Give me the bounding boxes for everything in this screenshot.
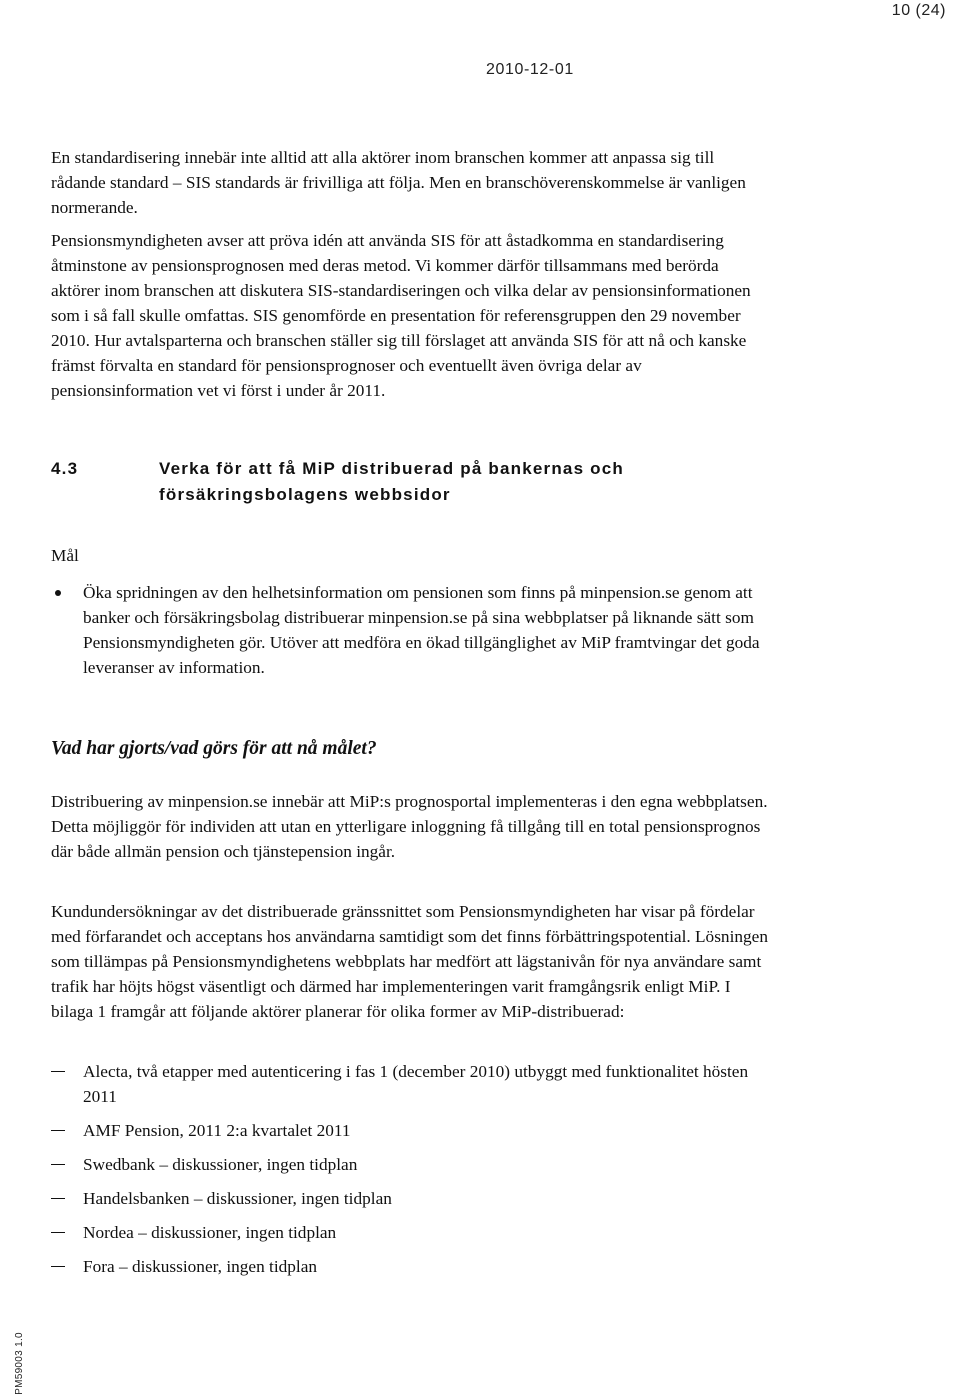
section-title-line2: försäkringsbolagens webbsidor bbox=[159, 484, 451, 504]
actor-list bbox=[51, 1059, 771, 1288]
goal-heading: Mål bbox=[51, 546, 79, 565]
page-number: 10 (24) bbox=[891, 2, 946, 19]
dash-icon bbox=[51, 1232, 65, 1233]
list-item-text: Nordea – diskussioner, ingen tidplan bbox=[83, 1223, 337, 1242]
dash-icon bbox=[51, 1164, 65, 1165]
section-title-line1: Verka för att få MiP distribuerad på bankernas och bbox=[159, 459, 624, 478]
paragraph-distribution: Distribuering av minpension.se innebär att MiP:s prognosportal implementeras i den egna webbplatsen. Detta möjliggör för individen att utan en ytterligare inloggning få tillgång till en total pensionsprognos där både allmän pension och tjänstepension ingår. bbox=[51, 792, 768, 861]
list-item-text: Alecta, två etapper med autenticering i fas 1 (december 2010) utbyggt med funktionalitet hösten 2011 bbox=[83, 1062, 749, 1106]
paragraph-standardisation: En standardisering innebär inte alltid att alla aktörer inom branschen kommer att anpassa sig till rådande standard – SIS standards är frivilliga att följa. Men en branschöverenskommelse är vanligen normerande. bbox=[51, 148, 746, 217]
list-item bbox=[51, 1059, 771, 1109]
list-item-text: Handelsbanken – diskussioner, ingen tidplan bbox=[83, 1189, 392, 1208]
goal-item-text: Öka spridningen av den helhetsinformation om pensionen som finns på minpension.se genom att banker och försäkringsbolag distribuerar minpension.se på sina webbplatser på liknande sätt som Pensionsmyndigheten gör. Utöver att medföra en ökad tillgänglighet av MiP framtvingar det goda leveranser av information. bbox=[83, 583, 760, 677]
list-item-text: Swedbank – diskussioner, ingen tidplan bbox=[83, 1155, 358, 1174]
section-number: 4.3 bbox=[51, 459, 79, 478]
list-item bbox=[51, 1220, 771, 1245]
bullet-icon bbox=[55, 590, 61, 596]
list-item-text: AMF Pension, 2011 2:a kvartalet 2011 bbox=[83, 1121, 351, 1140]
dash-icon bbox=[51, 1071, 65, 1072]
document-code: PM59003 1.0 bbox=[13, 1332, 25, 1395]
document-date: 2010-12-01 bbox=[486, 61, 574, 78]
dash-icon bbox=[51, 1130, 65, 1131]
goal-list bbox=[51, 580, 771, 680]
list-item bbox=[51, 1186, 771, 1211]
list-item-text: Fora – diskussioner, ingen tidplan bbox=[83, 1257, 318, 1276]
list-item bbox=[51, 1254, 771, 1279]
section-heading bbox=[51, 456, 771, 507]
question-heading: Vad har gjorts/vad görs för att nå målet? bbox=[51, 738, 377, 759]
paragraph-sis-plan: Pensionsmyndigheten avser att pröva idén att använda SIS för att åstadkomma en standardisering åtminstone av pensionsprognosen med deras metod. Vi kommer därför tillsammans med berörda aktörer inom branschen att diskutera SIS-standardiseringen och vilka delar av pensionsinformationen som i så fall skulle omfattas. SIS genomförde en presentation för referensgruppen den 29 november 2010. Hur avtalsparterna och branschen ställer sig till förslaget att använda SIS för att nå och kanske främst förvalta en standard för pensionsprognoser och eventuellt även övriga delar av pensionsinformation vet vi först i under år 2011. bbox=[51, 231, 751, 400]
dash-icon bbox=[51, 1266, 65, 1267]
list-item bbox=[51, 1152, 771, 1177]
goal-item bbox=[51, 580, 771, 680]
dash-icon bbox=[51, 1198, 65, 1199]
paragraph-customer-surveys: Kundundersökningar av det distribuerade gränssnittet som Pensionsmyndigheten har visar på fördelar med förfarandet och acceptans hos användarna samtidigt som det finns förbättringspotential. Lösningen som tillämpas på Pensionsmyndighetens webbplats har medfört att lägstanivån för nya användare samt trafik har höjts högst väsentligt och därmed har implementeringen varit framgångsrik enligt MiP. I bilaga 1 framgår att följande aktörer planerar för olika former av MiP-distribuerad: bbox=[51, 902, 768, 1021]
list-item bbox=[51, 1118, 771, 1143]
